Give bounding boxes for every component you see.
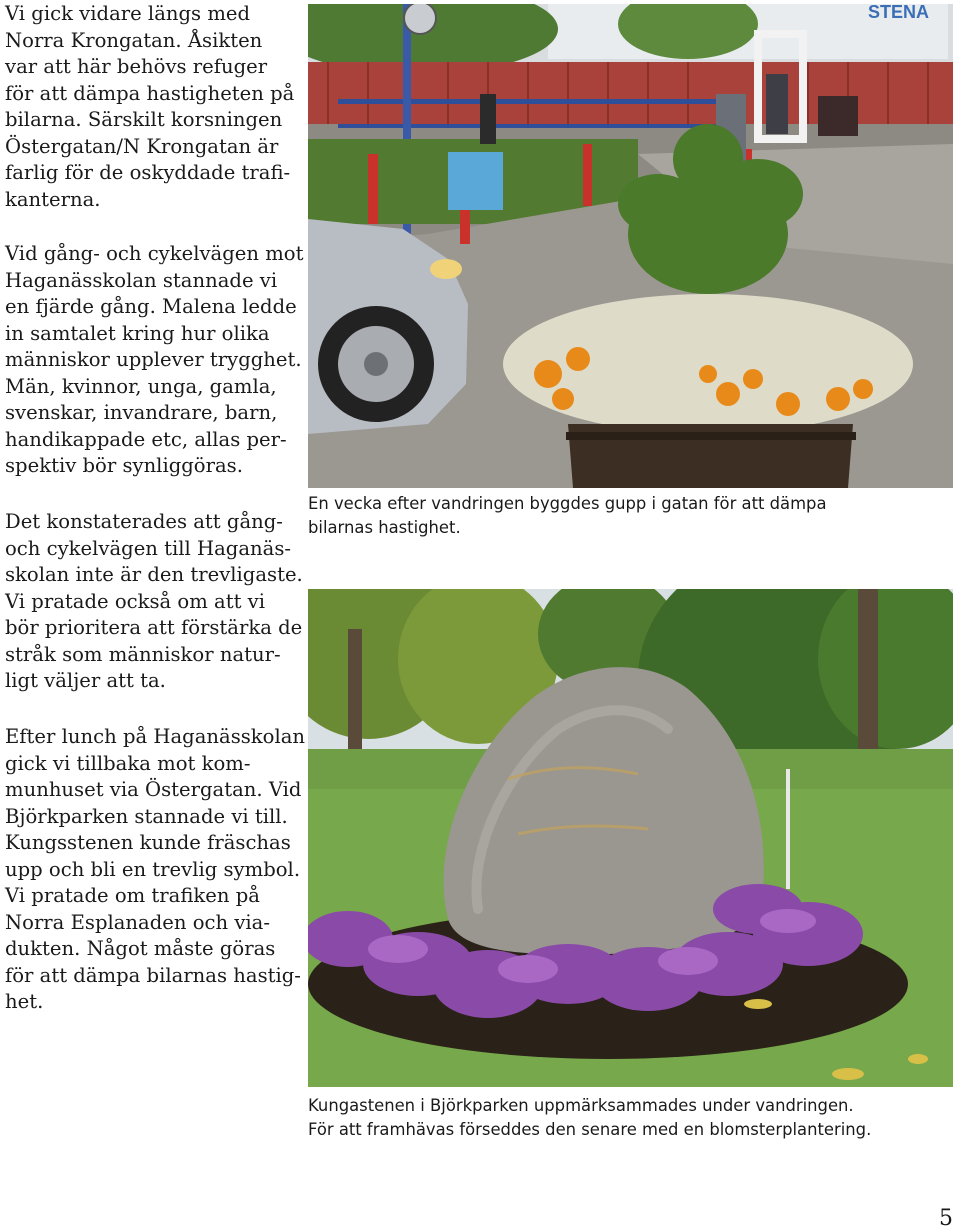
text-line: Norra Krongatan. Åsikten [5, 28, 263, 52]
text-line: Haganässkolan stannade vi [5, 268, 278, 292]
stena-sign-text: STENA [868, 4, 930, 22]
text-line: Vi pratade om trafiken på [5, 884, 260, 907]
paragraph-3 [5, 509, 303, 695]
text-line: dukten. Något måste göras [5, 937, 276, 960]
text-line: kanterna. [5, 187, 101, 211]
text-line: för att dämpa hastigheten på [5, 81, 295, 105]
text-line: svenskar, invandrare, barn, [5, 401, 278, 424]
figure-2-caption [308, 1094, 948, 1142]
text-line: het. [5, 990, 44, 1013]
text-line: Vi gick vidare längs med [5, 2, 251, 25]
text-line: Vid gång- och cykelvägen mot [5, 242, 304, 265]
street-scene-illustration [308, 4, 953, 488]
text-line: skolan inte är den trevligaste. [5, 563, 303, 586]
text-line: var att här behövs refuger [5, 55, 268, 78]
text-line: Efter lunch på Haganässkolan [5, 725, 306, 748]
text-line: Män, kvinnor, unga, gamla, [5, 374, 277, 398]
caption-line: Kungastenen i Björkparken uppmärksammades under vandringen. [308, 1096, 854, 1115]
kings-stone-photo [308, 589, 953, 1087]
text-line: Det konstaterades att gång- [5, 510, 283, 533]
text-line: spektiv bör synliggöras. [5, 454, 243, 477]
text-line: gick vi tillbaka mot kom- [5, 751, 251, 775]
caption-line: bilarnas hastighet. [308, 518, 461, 537]
text-line: och cykelvägen till Haganäs- [5, 536, 292, 560]
paragraph-1 [5, 1, 294, 213]
text-line: farlig för de oskyddade trafi- [5, 161, 291, 184]
text-line: handikappade etc, allas per- [5, 427, 287, 451]
text-line: ligt väljer att ta. [5, 669, 166, 692]
page-number: 5 [939, 1206, 953, 1231]
text-line: in samtalet kring hur olika [5, 321, 270, 345]
street-flower-barrel-photo [308, 4, 953, 488]
text-line: munhuset via Östergatan. Vid [5, 778, 302, 801]
text-line: bilarna. Särskilt korsningen [5, 108, 283, 131]
text-line: upp och bli en trevlig symbol. [5, 857, 301, 881]
text-line: Vi pratade också om att vi [5, 589, 266, 613]
figure-1-caption [308, 492, 948, 540]
text-line: Björkparken stannade vi till. [5, 804, 288, 828]
paragraph-4 [5, 724, 305, 1016]
kings-stone-illustration [308, 589, 953, 1087]
text-line: bör prioritera att förstärka de [5, 616, 303, 639]
text-line: Kungsstenen kunde fräschas [5, 831, 291, 854]
caption-line: En vecka efter vandringen byggdes gupp i gatan för att dämpa [308, 494, 827, 513]
caption-line: För att framhävas förseddes den senare med en blomsterplantering. [308, 1120, 872, 1139]
text-line: Östergatan/N Krongatan är [5, 134, 279, 158]
text-line: en fjärde gång. Malena ledde [5, 295, 297, 318]
text-line: stråk som människor natur- [5, 642, 281, 666]
paragraph-2 [5, 241, 303, 480]
text-line: människor upplever trygghet. [5, 348, 302, 371]
text-line: för att dämpa bilarnas hastig- [5, 963, 301, 987]
text-line: Norra Esplanaden och via- [5, 910, 270, 934]
